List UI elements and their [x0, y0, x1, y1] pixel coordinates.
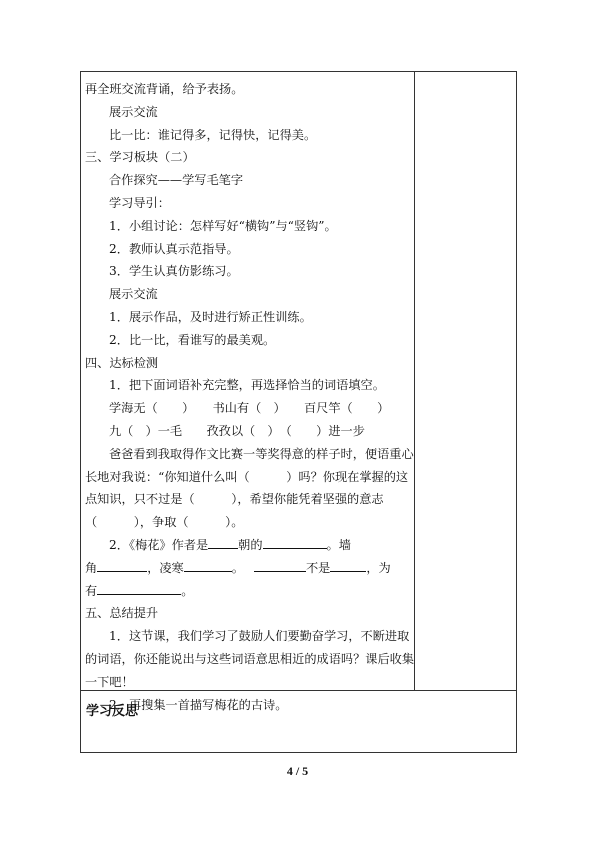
text-fragment: 有 [85, 583, 98, 598]
text-fragment: ，为 [366, 560, 391, 575]
text-line: 2．教师认真示范指导。 [109, 241, 239, 256]
answer-blank [97, 581, 181, 595]
column-divider [414, 72, 415, 690]
section-heading: 三、学习板块（二） [85, 150, 195, 165]
answer-blank [97, 558, 147, 572]
text-line: 展示交流 [109, 287, 158, 302]
text-line: 的词语，你还能说出与这些词语意思相近的成语吗？课后收集 [85, 651, 415, 666]
fill-blank-line [85, 557, 411, 580]
text-line: 3．学生认真仿影练习。 [109, 264, 239, 279]
text-line: 1．把下面词语补充完整，再选择恰当的词语填空。 [109, 378, 385, 393]
text-fragment: 朝的 [238, 537, 263, 552]
answer-blank [208, 535, 238, 549]
text-line: 学习导引： [109, 195, 170, 210]
text-line: 展示交流 [109, 104, 158, 119]
fill-blank-line [85, 580, 411, 603]
text-line: 1．展示作品，及时进行矫正性训练。 [109, 309, 312, 324]
lesson-content [85, 78, 415, 716]
page-number: 4 / 5 [286, 764, 309, 778]
section-heading: 五、总结提升 [85, 606, 159, 621]
text-fragment: 不是 [305, 560, 331, 575]
text-fragment: 角 [85, 560, 98, 575]
text-line: 2．再搜集一首描写梅花的古诗。 [109, 697, 288, 712]
text-line: 比一比：谁记得多，记得快，记得美。 [109, 127, 317, 142]
answer-blank [184, 558, 232, 572]
answer-blank [330, 558, 366, 572]
text-fragment: 。墙 [326, 537, 351, 552]
lesson-table [80, 71, 517, 753]
text-fragment: ，凌寒 [147, 560, 184, 575]
answer-blank [263, 535, 327, 549]
fill-blank-line [85, 534, 411, 557]
text-line: 点知识，只不过是（ ），希望你能凭着坚强的意志 [85, 492, 384, 507]
section-heading: 四、达标检测 [85, 355, 159, 370]
text-fragment: 2．《梅花》作者是 [109, 537, 209, 552]
text-line: 合作探究——学写毛笔字 [109, 173, 244, 188]
text-line: 2．比一比，看谁写的最美观。 [109, 332, 276, 347]
answer-blank [254, 558, 306, 572]
text-line: 长地对我说：“你知道什么叫（ ）吗？你现在掌握的这 [85, 469, 409, 484]
reflection-title: 学习反思 [86, 704, 139, 719]
text-line: 爸爸看到我取得作文比赛一等奖得意的样子时，便语重心 [109, 446, 414, 461]
text-line: 学海无（ ） 书山有（ ） 百尺竿（ ） [109, 401, 390, 416]
text-line: 1．这节课，我们学习了鼓励人们要勤奋学习，不断进取 [109, 629, 410, 644]
text-line: 1．小组讨论：怎样写好“横钩”与“竖钩”。 [109, 218, 337, 233]
text-line: 再全班交流背诵，给予表扬。 [85, 82, 244, 96]
text-fragment: 。 [181, 583, 194, 598]
text-line: 九（ ）一毛 孜孜以（ ） （ ）进一步 [109, 423, 365, 438]
text-line: 一下吧！ [85, 674, 134, 689]
text-fragment: 。 [231, 560, 244, 575]
text-line: （ ），争取（ ）。 [85, 515, 244, 530]
